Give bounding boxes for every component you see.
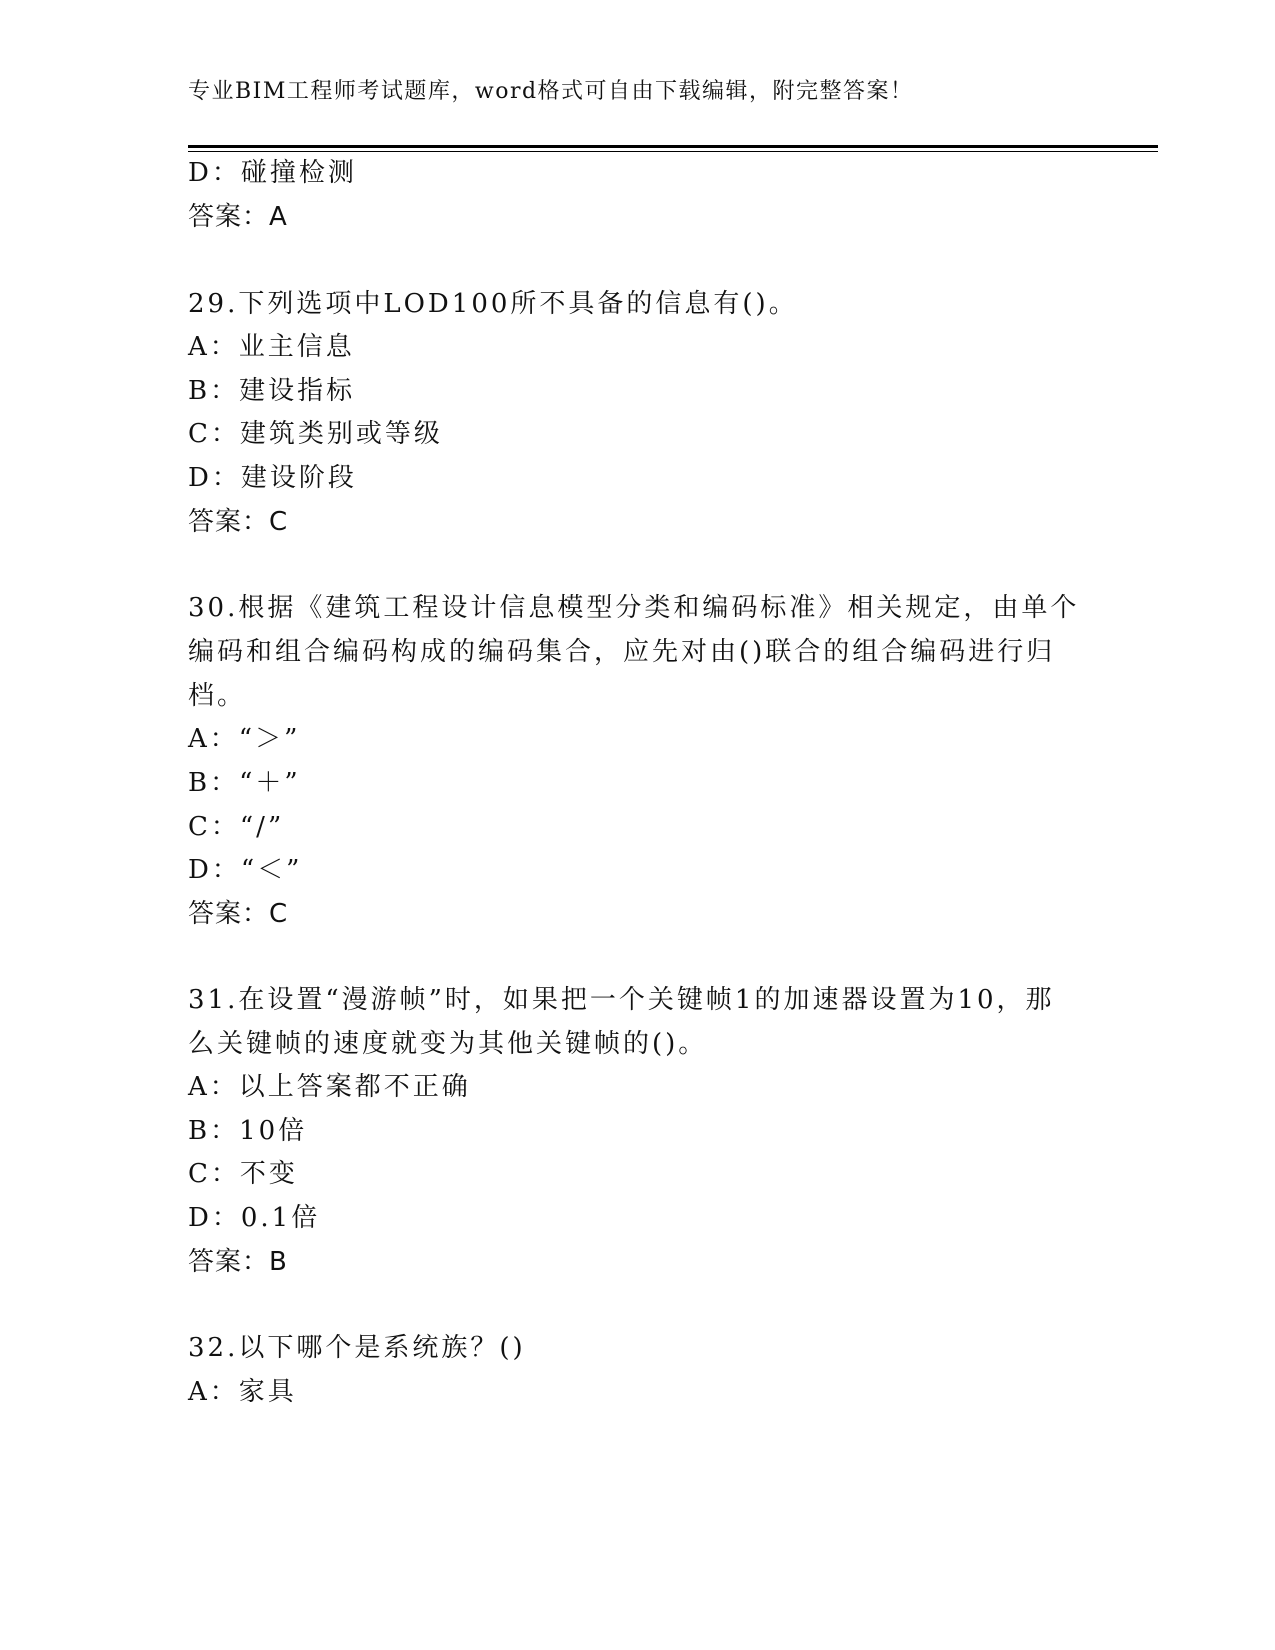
q31-stem-line-1: 31.在设置“漫游帧”时，如果把一个关键帧1的加速器设置为10，那 [188,985,1055,1015]
q30-answer: 答案：C [188,899,289,929]
page-header: 专业BIM工程师考试题库，word格式可自由下载编辑，附完整答案！ [188,79,914,104]
q28-answer: 答案：A [188,202,288,232]
header-divider-thick [188,145,1158,148]
q30-stem-line-1: 30.根据《建筑工程设计信息模型分类和编码标准》相关规定，由单个 [188,593,1080,623]
q30-stem-line-2: 编码和组合编码构成的编码集合，应先对由()联合的组合编码进行归 [188,637,1056,667]
q31-option-a: A：以上答案都不正确 [188,1072,471,1102]
q29-answer: 答案：C [188,507,289,537]
q30-option-c: C：“/” [188,812,285,842]
header-divider-thin [188,151,1158,152]
q29-option-a: A：业主信息 [188,332,355,362]
q29-option-d: D：建设阶段 [188,463,357,493]
q28-option-d: D：碰撞检测 [188,158,357,188]
q32-option-a: A：家具 [188,1377,297,1407]
q31-answer: 答案：B [188,1247,288,1277]
q31-option-c: C：不变 [188,1159,298,1189]
q30-option-b: B：“＋” [188,768,301,798]
q31-stem-line-2: 么关键帧的速度就变为其他关键帧的()。 [188,1029,708,1059]
q30-stem-line-3: 档。 [188,681,247,711]
q29-option-c: C：建筑类别或等级 [188,419,443,449]
q29-option-b: B：建设指标 [188,376,356,406]
q29-stem: 29.下列选项中LOD100所不具备的信息有()。 [188,289,798,319]
q32-stem: 32.以下哪个是系统族？() [188,1333,526,1363]
q30-option-a: A：“＞” [188,724,301,754]
q30-option-d: D：“＜” [188,855,303,885]
q31-option-d: D：0.1倍 [188,1203,321,1233]
q31-option-b: B：10倍 [188,1116,308,1146]
